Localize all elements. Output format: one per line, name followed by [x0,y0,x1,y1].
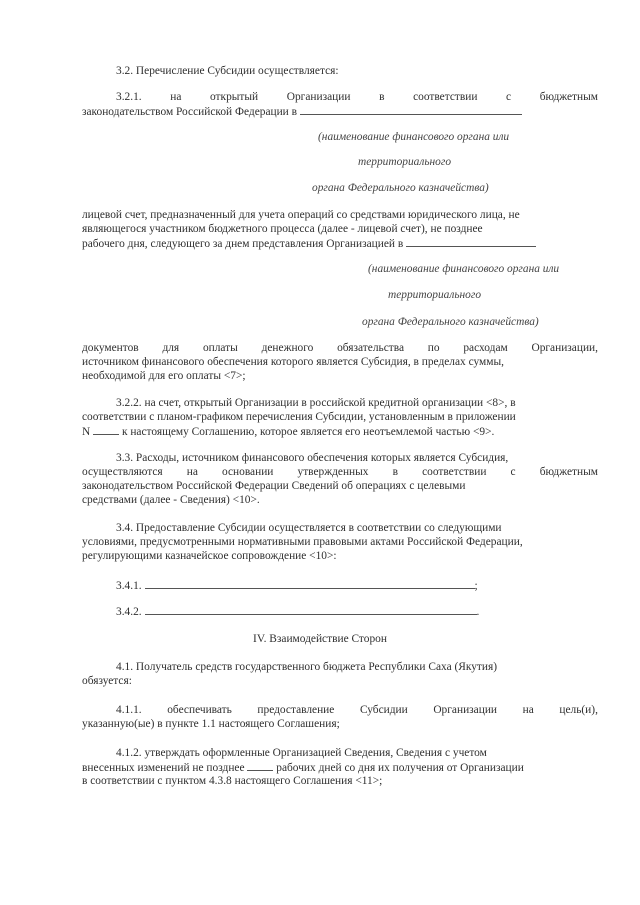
paragraph-3-4-1 [116,578,478,593]
word: с [510,466,516,478]
word: Организации [433,704,498,716]
word: Организации, [531,342,598,354]
line-text: законодательством Российской Федерации в [82,106,298,118]
word: 4.1.1. [116,704,142,716]
word: на [186,466,198,478]
line-text: N [82,426,91,438]
word: открытый [210,91,259,103]
line-text: рабочих дней со дня их получения от Организации [276,762,524,774]
word: предоставление [257,704,335,716]
paragraph-3-2-1-line-4: являющегося участником бюджетного процесса (далее - лицевой счет), не позднее [82,223,483,235]
paragraph-4-1-line-1: 4.1. Получатель средств государственного бюджета Республики Саха (Якутия) [116,661,498,673]
fill-in-blank [145,604,477,615]
paragraph-4-1-2-line-1: 4.1.2. утверждать оформленные Организацией Сведения, Сведения с учетом [116,747,487,759]
paragraph-3-2-1-line-3: лицевой счет, предназначенный для учета операций со средствами юридического лица, не [82,209,520,221]
paragraph-4-1-line-2: обязуется: [82,675,132,687]
fill-in-blank [93,424,119,435]
paragraph-3-3-line-3: законодательством Российской Федерации Сведений об операциях с целевыми [82,480,466,492]
paragraph-3-2-1-line-1 [116,90,598,104]
section-heading: IV. Взаимодействие Сторон [253,633,387,645]
punctuation: ; [474,580,478,592]
punctuation: . [476,606,480,618]
fill-in-blank [300,104,522,115]
paragraph-3-3-line-4: средствами (далее - Сведения) <10>. [82,494,260,506]
paragraph-4-1-2-line-3: в соответствии с пунктом 4.3.8 настоящего Соглашения <11>; [82,775,383,787]
item-number: 3.4.1. [116,580,142,592]
paragraph-3-2-1-line-7: источником финансового обеспечения которого является Субсидия, в пределах суммы, [82,356,504,368]
footnote-label: органа Федерального казначейства) [312,182,489,194]
paragraph-3-2: 3.2. Перечисление Субсидии осуществляется: [116,65,339,77]
word: документов [82,342,139,354]
footnote-label: (наименование финансового органа или [318,131,510,143]
word: соответствии [413,91,478,103]
paragraph-3-2-1-line-6 [82,341,598,355]
word: соответствии [422,466,487,478]
line-text: внесенных изменений не позднее [82,762,245,774]
paragraph-4-1-1-line-2: указанную(ые) в пункте 1.1 настоящего Соглашения; [82,718,340,730]
word: расходам [463,342,508,354]
word: цель(и), [559,704,598,716]
word: бюджетным [539,91,598,103]
word: в [392,466,398,478]
paragraph-3-2-1-line-5 [82,236,536,251]
footnote-label: органа Федерального казначейства) [362,316,539,328]
word: основании [222,466,274,478]
paragraph-3-4-line-2: условиями, предусмотренными нормативными правовыми актами Российской Федерации, [82,536,523,548]
word: денежного [261,342,314,354]
word: с [506,91,512,103]
footnote-label: территориального [358,156,452,168]
paragraph-4-1-1-line-1 [116,703,598,717]
word: Организации [286,91,351,103]
paragraph-3-3-line-2 [82,465,598,479]
word: утвержденных [297,466,369,478]
paragraph-3-4-line-1: 3.4. Предоставление Субсидии осуществляется в соответствии со следующими [116,522,502,534]
word: бюджетным [539,466,598,478]
word: 3.2.1. [116,91,142,103]
fill-in-blank [406,236,536,247]
word: по [427,342,440,354]
paragraph-3-3-line-1: 3.3. Расходы, источником финансового обеспечения которых является Субсидия, [116,452,509,464]
word: для [162,342,180,354]
paragraph-4-1-2-line-2 [82,760,524,775]
paragraph-3-2-1-line-2 [82,104,522,119]
paragraph-3-2-1-line-8: необходимой для его оплаты <7>; [82,370,246,382]
paragraph-3-2-2-line-1: 3.2.2. на счет, открытый Организации в российской кредитной организации <8>, в [116,397,516,409]
fill-in-blank [145,578,475,589]
line-text: к настоящему Соглашению, которое является его неотъемлемой частью <9>. [121,426,495,438]
word: в [379,91,385,103]
footnote-label: территориального [388,289,482,301]
paragraph-3-4-2 [116,604,479,619]
paragraph-3-4-line-3: регулирующими казначейское сопровождение <10>: [82,550,337,562]
word: оплаты [202,342,238,354]
paragraph-3-2-2-line-3 [82,424,494,439]
footnote-label: (наименование финансового органа или [368,263,560,275]
line-text: рабочего дня, следующего за днем представления Организацией в [82,238,404,250]
word: осуществляются [82,466,163,478]
item-number: 3.4.2. [116,606,142,618]
word: на [522,704,534,716]
paragraph-3-2-2-line-2: соответствии с планом-графиком перечисления Субсидии, установленным в приложении [82,411,516,423]
word: обеспечивать [167,704,232,716]
word: Субсидии [359,704,408,716]
fill-in-blank [247,760,273,771]
word: на [170,91,182,103]
word: обязательства [337,342,405,354]
